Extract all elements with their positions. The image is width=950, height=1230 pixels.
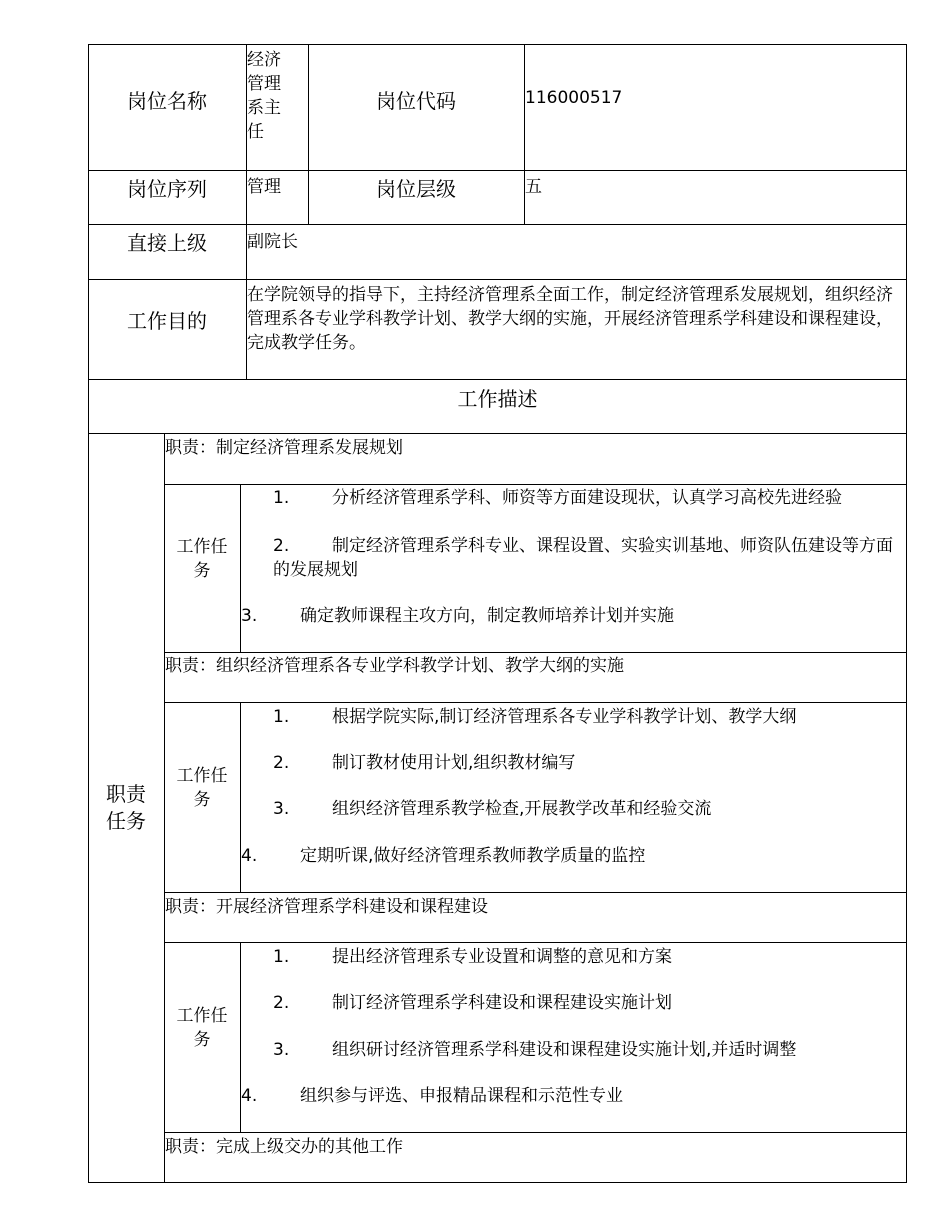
purpose-value: 在学院领导的指导下，主持经济管理系全面工作，制定经济管理系发展规划，组织经济管理系各专业学科教学计划、教学大纲的实施，开展经济管理系学科建设和课程建设，完成教学任务。 (247, 285, 893, 353)
position-code-label: 岗位代码 (376, 88, 456, 113)
level-value: 五 (525, 177, 542, 197)
position-name-value: 经济管理系主任 (247, 50, 281, 142)
duties-label: 职责任务 (106, 782, 146, 833)
purpose-label: 工作目的 (127, 308, 207, 333)
duty-title: 职责：完成上级交办的其他工作 (165, 1137, 403, 1157)
task-item: 4. 定期听课,做好经济管理系教师教学质量的监控 (241, 846, 646, 866)
task-label: 工作任务 (176, 1006, 228, 1050)
task-item: 2. 制定经济管理系学科专业、课程设置、实验实训基地、师资队伍建设等方面的发展规划 (273, 536, 893, 580)
task-item: 4. 组织参与评选、申报精品课程和示范性专业 (241, 1086, 623, 1106)
superior-value: 副院长 (247, 232, 298, 252)
task-label: 工作任务 (176, 766, 228, 810)
task-item: 1. 分析经济管理系学科、师资等方面建设现状，认真学习高校先进经验 (273, 488, 842, 508)
section-title: 工作描述 (457, 386, 538, 411)
task-item: 3. 组织经济管理系教学检查,开展教学改革和经验交流 (273, 799, 712, 819)
position-name-label: 岗位名称 (127, 88, 207, 113)
superior-label: 直接上级 (127, 230, 207, 255)
sequence-label: 岗位序列 (127, 176, 207, 201)
duty-title: 职责：开展经济管理系学科建设和课程建设 (165, 897, 488, 917)
duty-title: 职责：组织经济管理系各专业学科教学计划、教学大纲的实施 (165, 656, 624, 676)
duty-title: 职责：制定经济管理系发展规划 (165, 438, 403, 458)
task-item: 1. 提出经济管理系专业设置和调整的意见和方案 (273, 947, 672, 967)
level-label: 岗位层级 (376, 176, 456, 201)
task-label: 工作任务 (176, 537, 228, 581)
task-item: 3. 确定教师课程主攻方向，制定教师培养计划并实施 (241, 606, 674, 626)
task-item: 2. 制订教材使用计划,组织教材编写 (273, 753, 576, 773)
task-item: 1. 根据学院实际,制订经济管理系各专业学科教学计划、教学大纲 (273, 707, 797, 727)
sequence-value: 管理 (247, 177, 281, 197)
task-item: 2. 制订经济管理系学科建设和课程建设实施计划 (273, 993, 672, 1013)
position-code-value: 116000517 (525, 88, 623, 108)
task-item: 3. 组织研讨经济管理系学科建设和课程建设实施计划,并适时调整 (273, 1040, 797, 1060)
